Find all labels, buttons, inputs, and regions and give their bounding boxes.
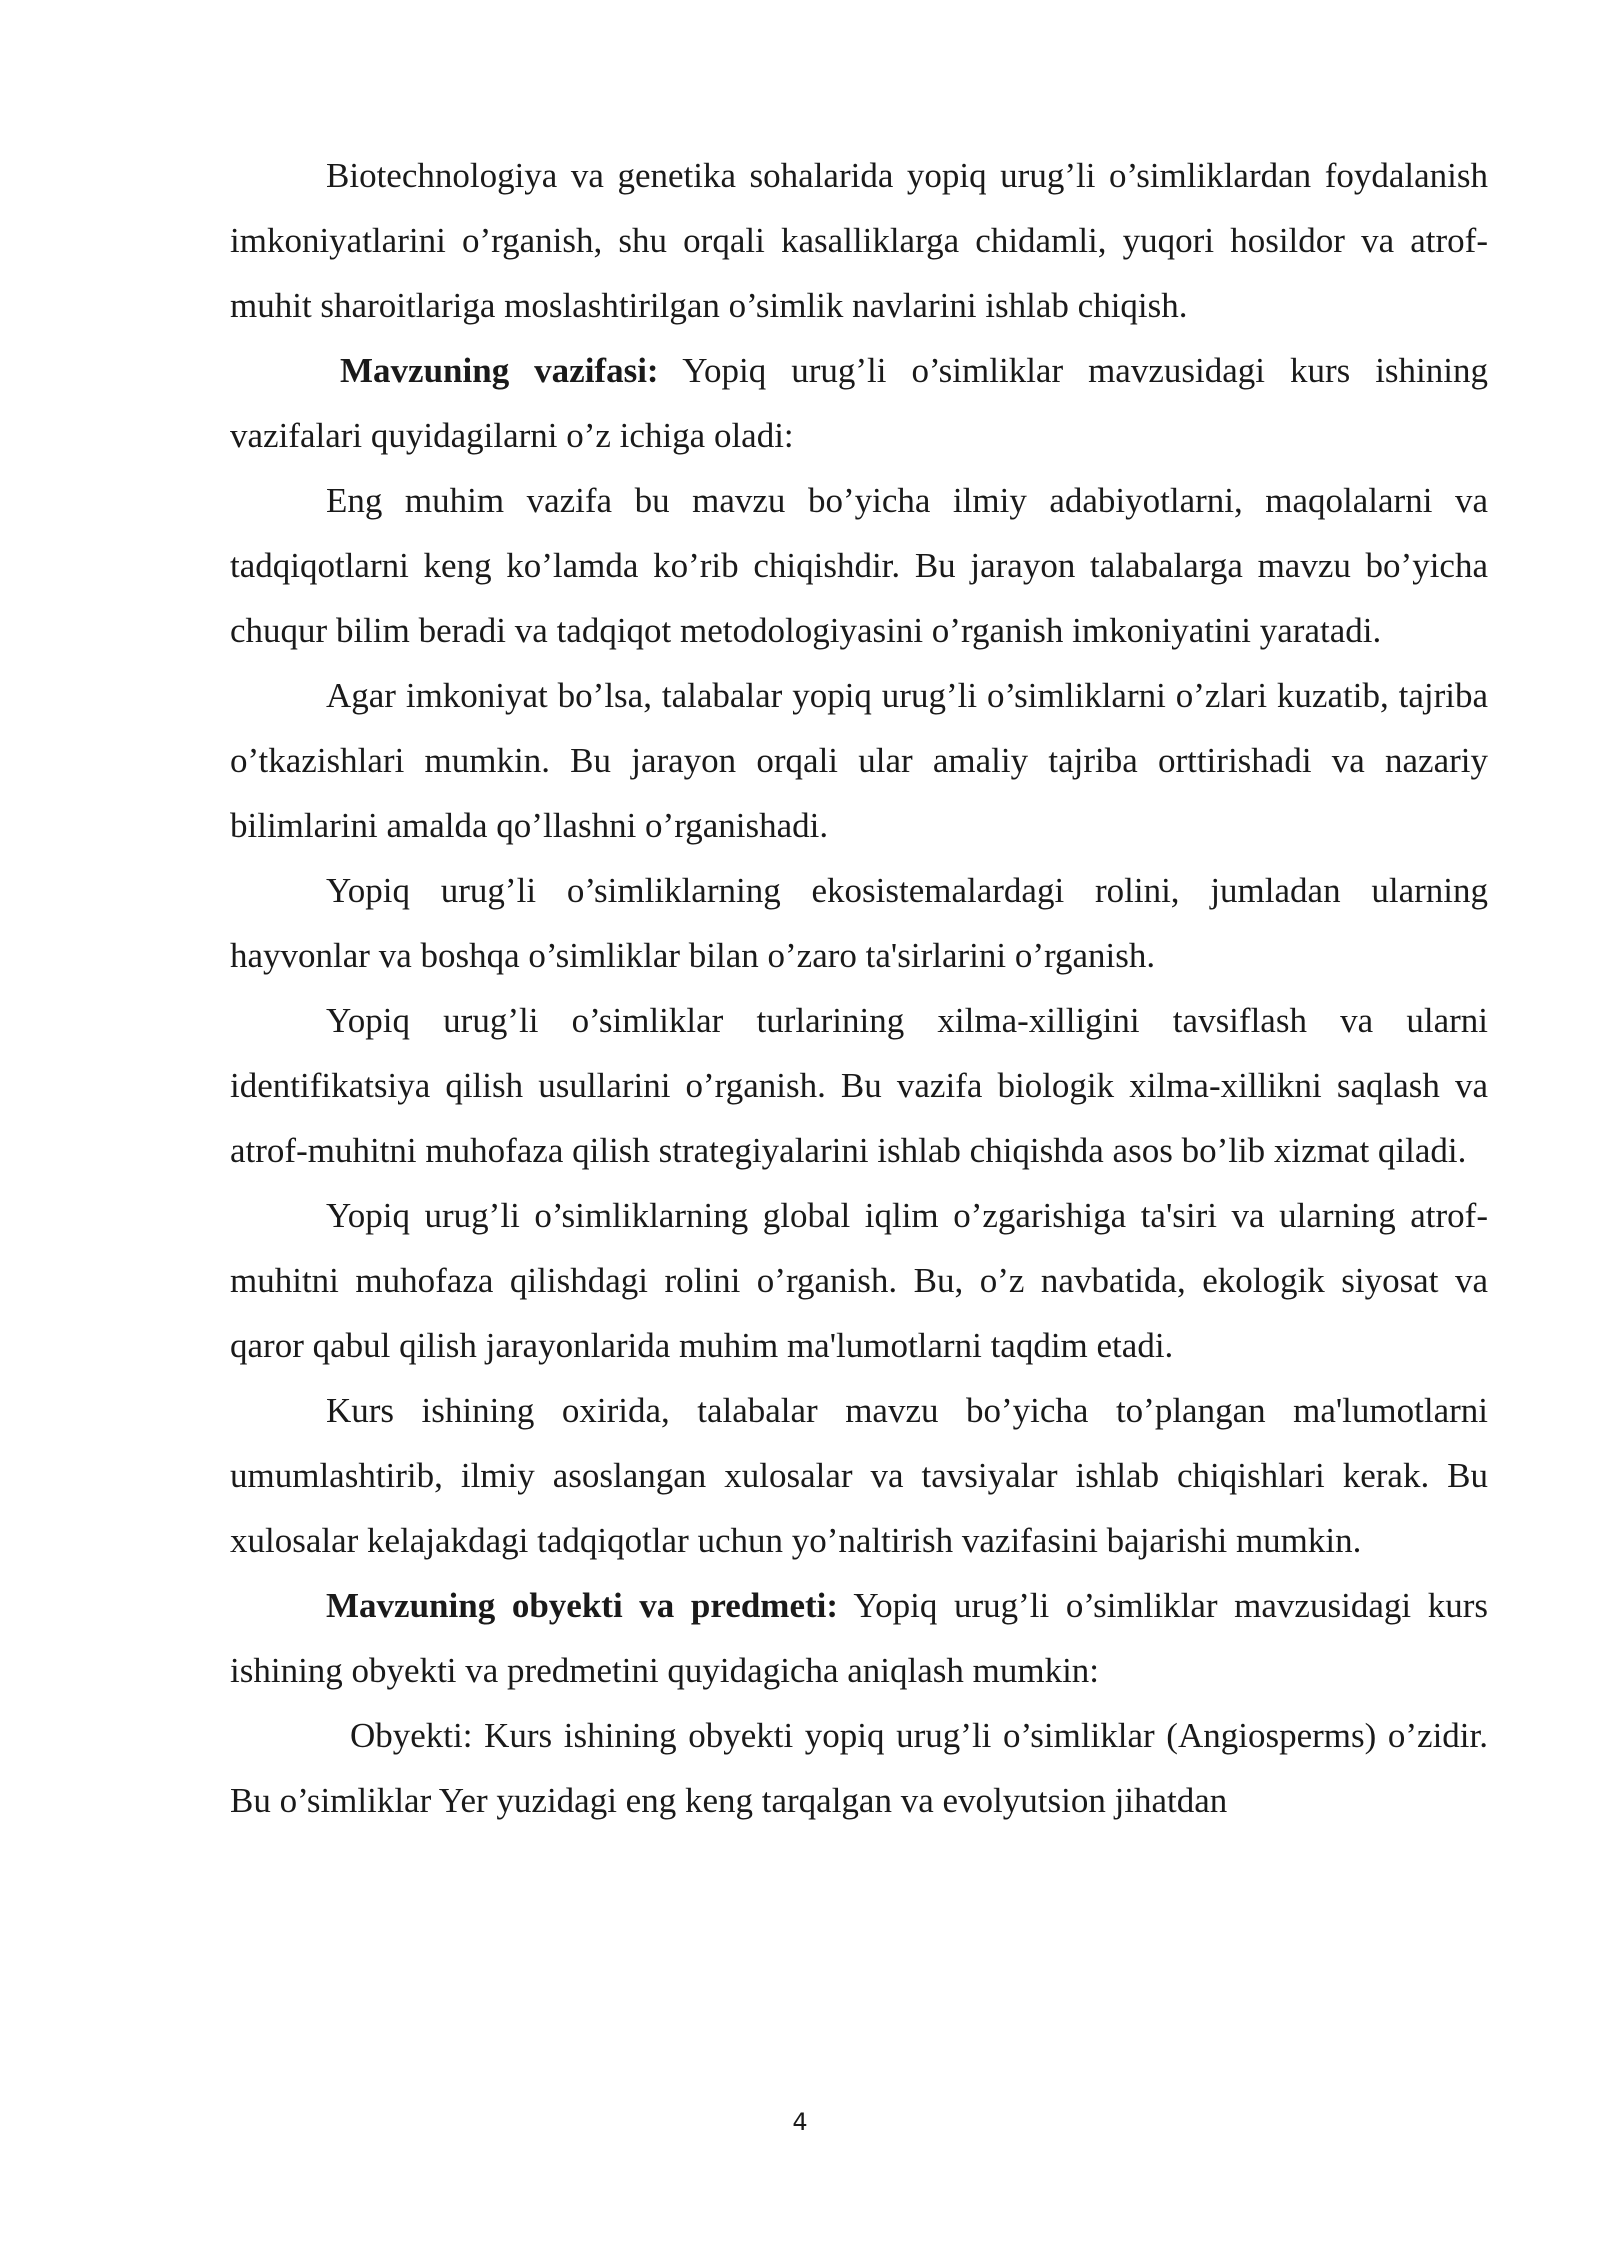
section-lead-object-subject: Mavzuning obyekti va predmeti: bbox=[326, 1586, 839, 1625]
paragraph-text: Eng muhim vazifa bu mavzu bo’yicha ilmiy adabiyotlarni, maqolalarni va tadqiqotlarni keng ko’lamda ko’rib chiqishdir. Bu jarayon talabalarga mavzu bo’yicha chuqur bilim beradi va tadqiqot metodologiyasini o’rganish imkoniyatini yaratadi. bbox=[230, 481, 1488, 650]
paragraph-text: Yopiq urug’li o’simliklarning global iqlim o’zgarishiga ta'siri va ularning atrof-muhitni muhofaza qilishdagi rolini o’rganish. Bu, o’z navbatida, ekologik siyosat va qaror qabul qilish jarayonlarida muhim ma'lumotlarni taqdim etadi. bbox=[230, 1196, 1488, 1365]
page-number: 4 bbox=[792, 2108, 808, 2136]
paragraph-object-subject-intro bbox=[230, 1573, 1488, 1703]
document-body bbox=[230, 143, 1488, 1833]
paragraph-text: Yopiq urug’li o’simliklarning ekosistemalardagi rolini, jumladan ularning hayvonlar va boshqa o’simliklar bilan o’zaro ta'sirlarini o’rganish. bbox=[230, 871, 1488, 975]
paragraph-text: Yopiq urug’li o’simliklar turlarining xilma-xilligini tavsiflash va ularni identifikatsiya qilish usullarini o’rganish. Bu vazifa biologik xilma-xillikni saqlash va atrof-muhitni muhofaza qilish strategiyalarini ishlab chiqishda asos bo’lib xizmat qiladi. bbox=[230, 1001, 1488, 1170]
paragraph-task-climate bbox=[230, 1183, 1488, 1378]
paragraph-text: Obyekti: Kurs ishining obyekti yopiq urug’li o’simliklar (Angiosperms) o’zidir. Bu o’simliklar Yer yuzidagi eng keng tarqalgan va evolyutsion jihatdan bbox=[230, 1716, 1488, 1820]
paragraph-task-ecosystem bbox=[230, 858, 1488, 988]
paragraph-text: Kurs ishining oxirida, talabalar mavzu bo’yicha to’plangan ma'lumotlarni umumlashtirib, ilmiy asoslangan xulosalar va tavsiyalar ishlab chiqishlari kerak. Bu xulosalar kelajakdagi tadqiqotlar uchun yo’naltirish vazifasini bajarishi mumkin. bbox=[230, 1391, 1488, 1560]
paragraph-text: Yopiq urug’li o’simliklar mavzusidagi kurs ishining vazifalari quyidagilarni o’z ichiga oladi: bbox=[230, 351, 1488, 455]
paragraph-text: Agar imkoniyat bo’lsa, talabalar yopiq urug’li o’simliklarni o’zlari kuzatib, tajriba o’tkazishlari mumkin. Bu jarayon orqali ular amaliy tajriba orttirishadi va nazariy bilimlarini amalda qo’llashni o’rganishadi. bbox=[230, 676, 1488, 845]
paragraph-biotech-goal bbox=[230, 143, 1488, 338]
paragraph-tasks-intro bbox=[230, 338, 1488, 468]
paragraph-task-literature bbox=[230, 468, 1488, 663]
paragraph-task-conclusions bbox=[230, 1378, 1488, 1573]
paragraph-text: Yopiq urug’li o’simliklar mavzusidagi kurs ishining obyekti va predmetini quyidagicha aniqlash mumkin: bbox=[230, 1586, 1488, 1690]
paragraph-object bbox=[230, 1703, 1488, 1833]
section-lead-tasks: Mavzuning vazifasi: bbox=[340, 351, 659, 390]
paragraph-task-experiment bbox=[230, 663, 1488, 858]
paragraph-text: Biotechnologiya va genetika sohalarida yopiq urug’li o’simliklardan foydalanish imkoniyatlarini o’rganish, shu orqali kasalliklarga chidamli, yuqori hosildor va atrof-muhit sharoitlariga moslashtirilgan o’simlik navlarini ishlab chiqish. bbox=[230, 156, 1488, 325]
paragraph-task-diversity bbox=[230, 988, 1488, 1183]
